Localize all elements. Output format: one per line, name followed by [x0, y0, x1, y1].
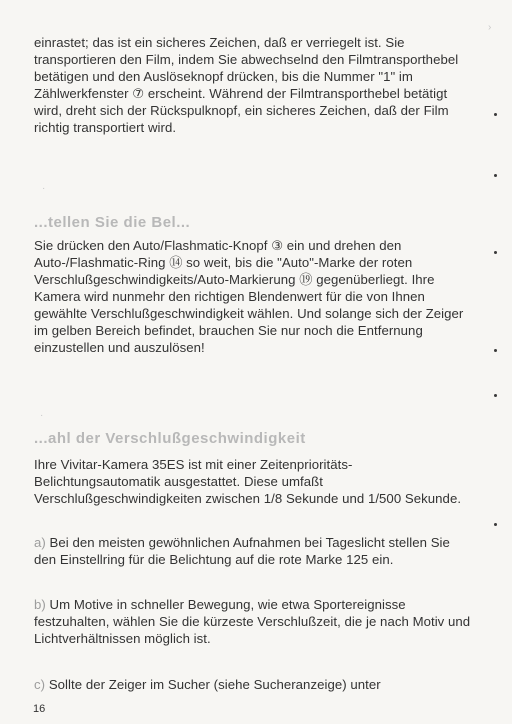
section-heading-shutter-speed: ...ahl der Verschlußgeschwindigkeit	[34, 430, 306, 447]
margin-dot	[494, 394, 497, 397]
faint-mark: ·	[40, 410, 44, 421]
margin-dot	[494, 113, 497, 116]
section-heading-set-exposure: ...tellen Sie die Bel...	[34, 214, 191, 231]
margin-dot	[494, 349, 497, 352]
list-marker-b: b)	[34, 597, 46, 612]
faint-mark: ·	[42, 183, 46, 194]
paragraph-fast-motion-text: Um Motive in schneller Bewegung, wie etwa Sportereignisse festzuhalten, wählen Sie die kürzeste Verschlußzeit, die je nach Motiv und Lichtverhältnissen möglich ist.	[34, 597, 471, 646]
paragraph-shutter-priority: Ihre Vivitar-Kamera 35ES ist mit einer Zeitenprioritäts-Belichtungsautomatik ausgestattet. Diese umfaßt Verschlußgeschwindigkeiten zwischen 1/8 Sekunde und 1/500 Sekunde.	[34, 457, 462, 506]
margin-dot	[494, 523, 497, 526]
margin-dot	[494, 251, 497, 254]
paragraph-fast-motion	[34, 596, 474, 647]
margin-dot	[494, 174, 497, 177]
faint-corner-mark: ›	[488, 22, 492, 33]
list-marker-a: a)	[34, 535, 46, 550]
paragraph-daylight	[34, 534, 474, 568]
paragraph-viewfinder-text: Sollte der Zeiger im Sucher (siehe Sucheranzeige) unter	[48, 677, 381, 692]
paragraph-auto-flashmatic: Sie drücken den Auto/Flashmatic-Knopf ③ ein und drehen den Auto-/Flashmatic-Ring ⑭ so weit, bis die "Auto"-Marke der roten Verschlußgeschwindigkeits/Auto-Markierung ⑲ gegenüberliegt. Ihre Kamera wird nunmehr den richtigen Blendenwert für die von Ihnen gewählte Verschlußgeschwindigkeit wählen. Und solange sich der Zeiger im gelben Bereich befindet, brauchen Sie nur noch die Entfernung einzustellen und auszulösen!	[34, 238, 464, 355]
paragraph-daylight-text: Bei den meisten gewöhnlichen Aufnahmen bei Tageslicht stellen Sie den Einstellring für die Belichtung auf die rote Marke 125 ein.	[34, 535, 450, 567]
paragraph-film-transport: einrastet; das ist ein sicheres Zeichen, daß er verriegelt ist. Sie transportieren den Film, indem Sie abwechselnd den Filmtransporthebel betätigen und den Auslöseknopf drücken, bis die Nummer "1" im Zählwerkfenster ⑦ erscheint. Während der Filmtransporthebel betätigt wird, dreht sich der Rückspulknopf, ein sicheres Zeichen, daß der Film richtig transportiert wird.	[34, 35, 459, 135]
page-number: 16	[33, 703, 46, 715]
list-marker-c: c)	[34, 677, 46, 692]
paragraph-viewfinder	[34, 676, 474, 693]
